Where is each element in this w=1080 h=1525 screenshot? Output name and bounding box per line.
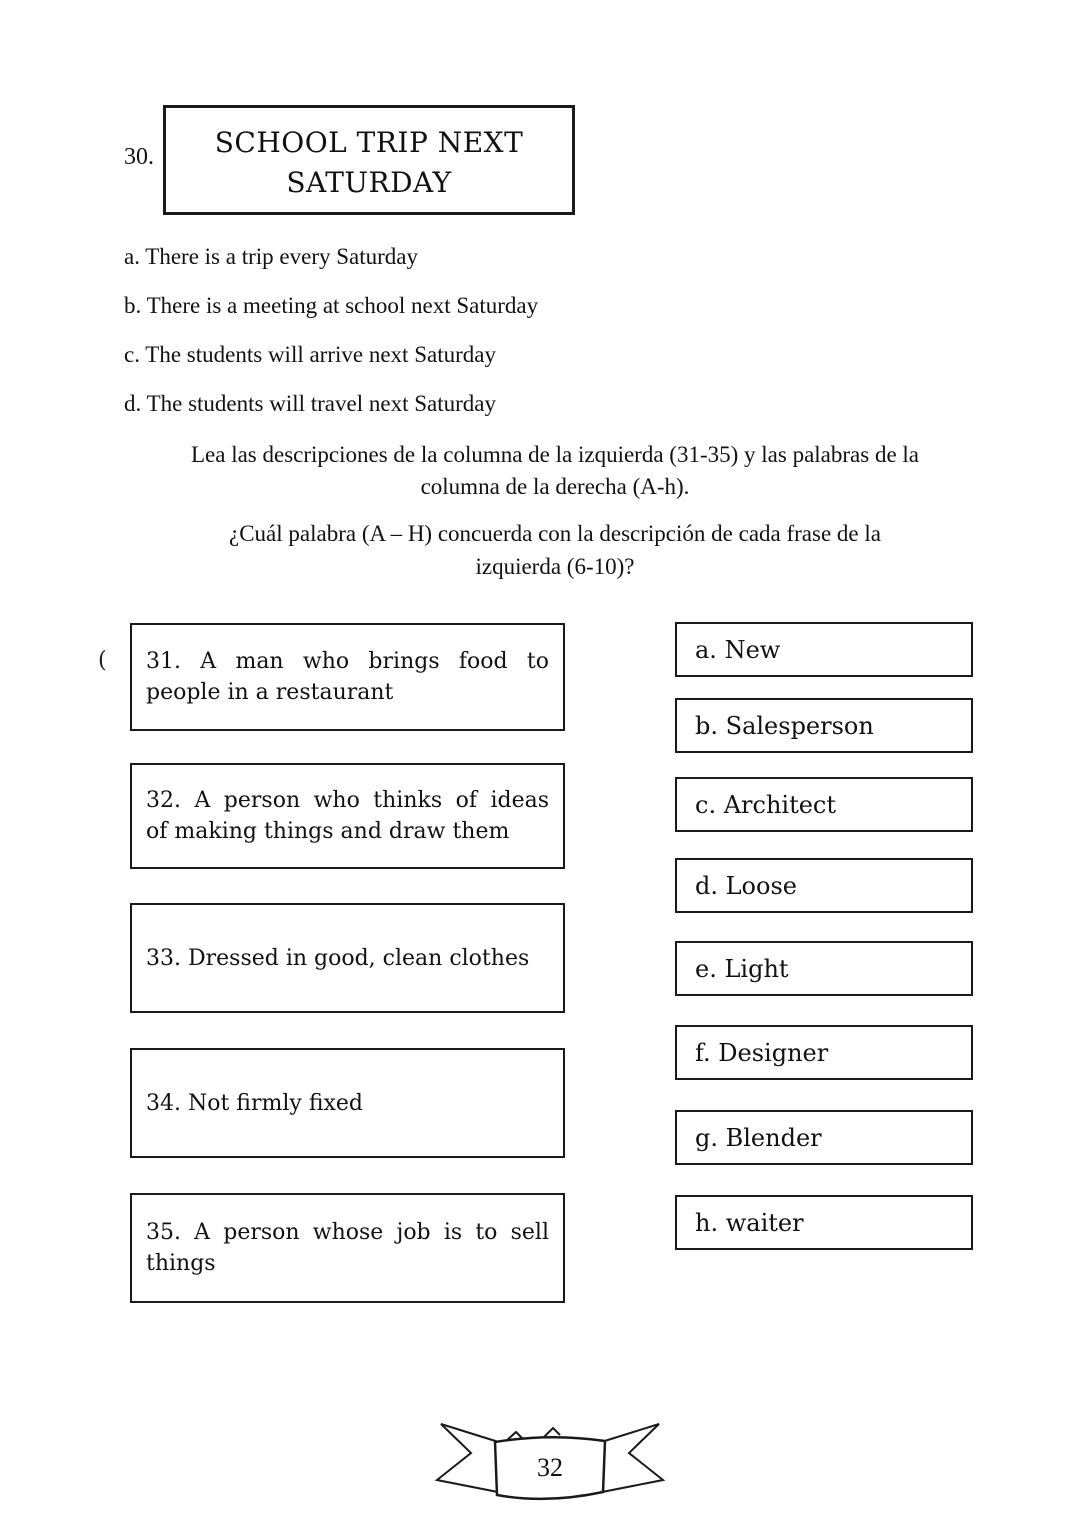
description-line: people in a restaurant bbox=[146, 680, 394, 705]
word-box-a: a. New bbox=[675, 622, 973, 677]
word-box-h: h. waiter bbox=[675, 1195, 973, 1250]
instructions-line-3: ¿Cuál palabra (A – H) concuerda con la descripción de cada frase de la bbox=[229, 521, 881, 546]
description-line: 33. Dressed in good, clean clothes bbox=[146, 945, 530, 971]
description-line: of making things and draw them bbox=[146, 819, 510, 844]
question-number: 30. bbox=[124, 144, 154, 170]
instructions-line-2: columna de la derecha (A-h). bbox=[420, 474, 690, 499]
description-line: 31. A man who brings food to bbox=[146, 649, 549, 674]
description-line: 32. A person who thinks of ideas bbox=[146, 788, 549, 813]
description-line: 34. Not firmly fixed bbox=[146, 1090, 364, 1116]
stray-paren-mark: ( bbox=[98, 648, 107, 673]
word-box-f: f. Designer bbox=[675, 1025, 973, 1080]
description-box-34 bbox=[130, 1048, 565, 1158]
answer-option-d: d. The students will travel next Saturday bbox=[124, 391, 496, 416]
description-box-35 bbox=[130, 1193, 565, 1303]
question-title-line-1: SCHOOL TRIP NEXT bbox=[214, 126, 524, 159]
word-box-e: e. Light bbox=[675, 941, 973, 996]
answer-option-c: c. The students will arrive next Saturday bbox=[124, 342, 496, 367]
word-box-d: d. Loose bbox=[675, 858, 973, 913]
word-box-c: c. Architect bbox=[675, 777, 973, 832]
question-title-box bbox=[163, 105, 575, 215]
answer-option-a: a. There is a trip every Saturday bbox=[124, 244, 418, 269]
instructions-line-4: izquierda (6-10)? bbox=[475, 554, 635, 579]
word-box-g: g. Blender bbox=[675, 1110, 973, 1165]
description-box-32 bbox=[130, 763, 565, 869]
description-box-33 bbox=[130, 903, 565, 1013]
word-box-b: b. Salesperson bbox=[675, 698, 973, 753]
description-line: things bbox=[146, 1251, 216, 1276]
description-box-31 bbox=[130, 623, 565, 731]
answer-option-b: b. There is a meeting at school next Saturday bbox=[124, 293, 539, 318]
question-title-line-2: SATURDAY bbox=[286, 166, 452, 199]
description-line: 35. A person whose job is to sell bbox=[146, 1220, 549, 1245]
page-number: 32 bbox=[537, 1453, 563, 1482]
instructions-line-1: Lea las descripciones de la columna de la izquierda (31-35) y las palabras de la bbox=[190, 442, 920, 467]
